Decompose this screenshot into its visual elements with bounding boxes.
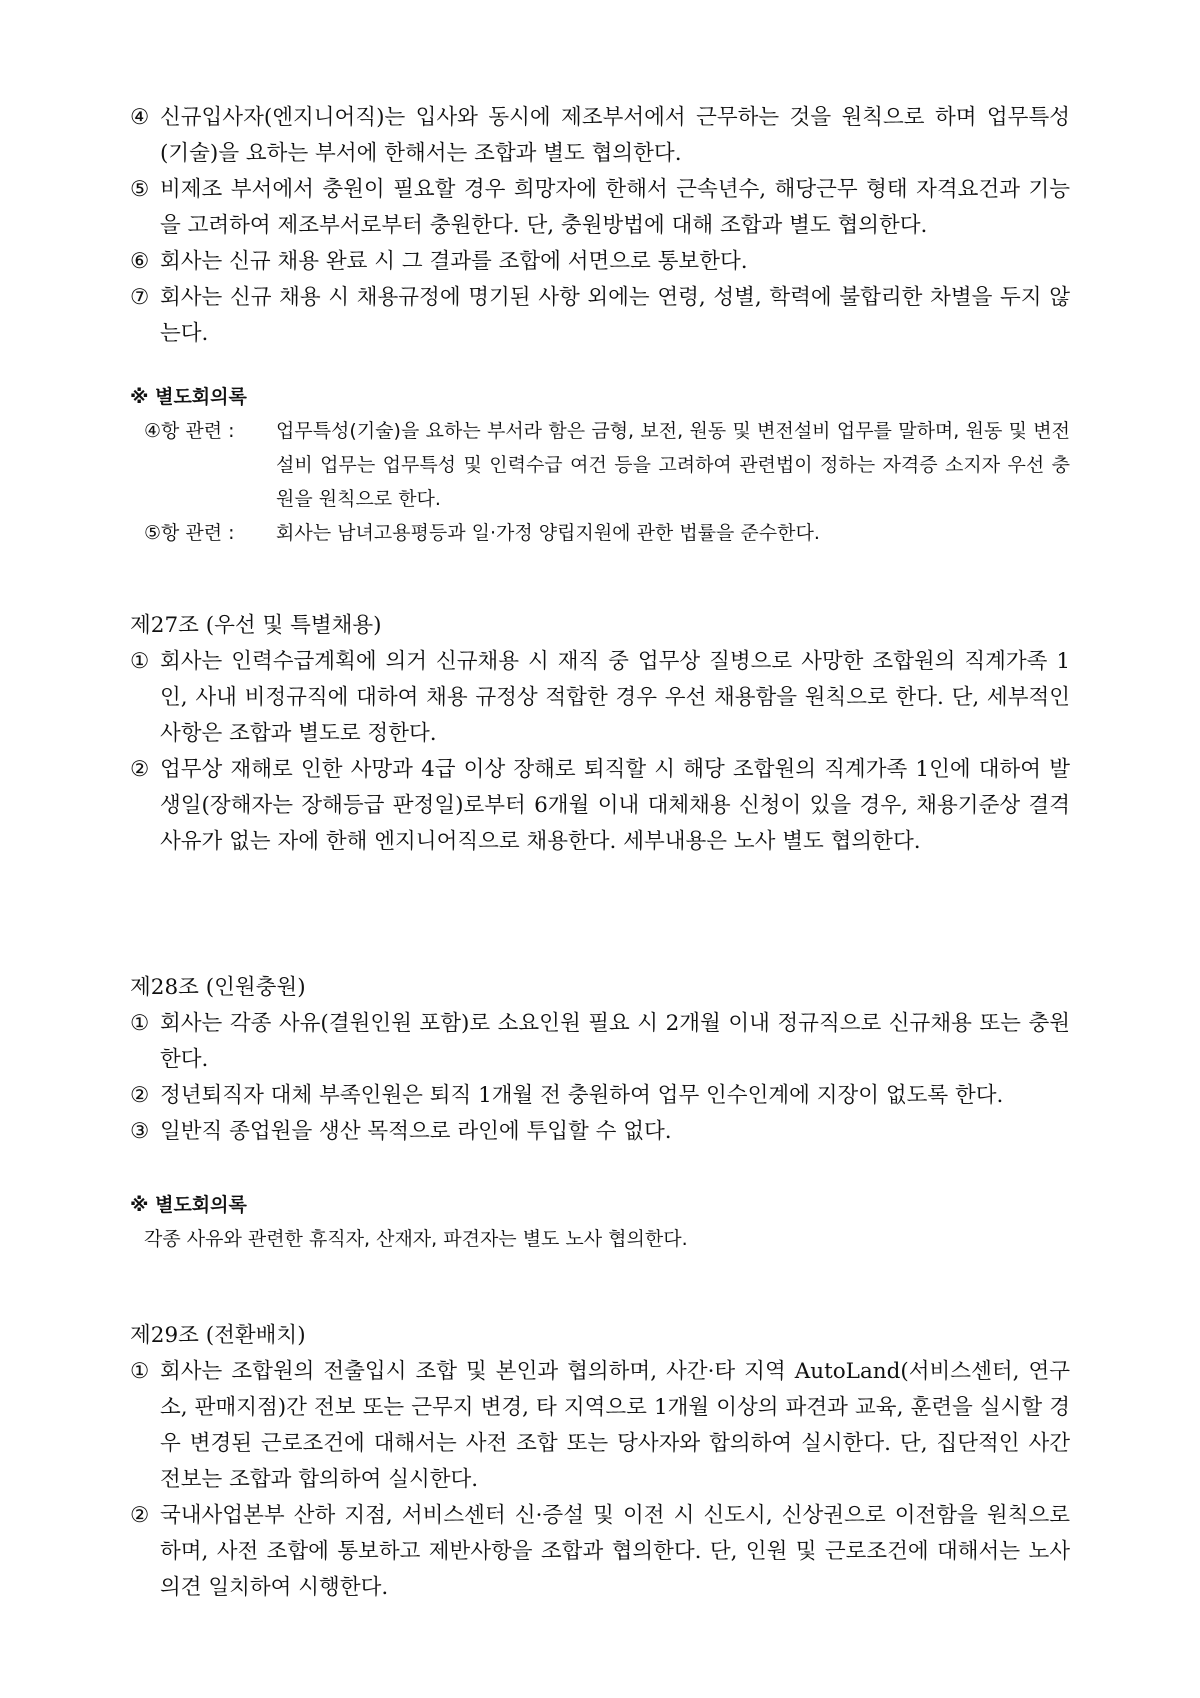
clause-item — [130, 1006, 1070, 1078]
clause-number: ④ — [130, 105, 150, 130]
clause-text: 일반직 종업원을 생산 목적으로 라인에 투입할 수 없다. — [160, 1119, 672, 1144]
clause-number: ② — [130, 757, 150, 782]
clause-text: 정년퇴직자 대체 부족인원은 퇴직 1개월 전 충원하여 업무 인수인계에 지장이 없도록 한다. — [160, 1083, 1004, 1108]
clause-item — [130, 172, 1070, 244]
clause-text: 신규입사자(엔지니어직)는 입사와 동시에 제조부서에서 근무하는 것을 원칙으로 하며 업무특성(기술)을 요하는 부서에 한해서는 조합과 별도 협의한다. — [160, 105, 1070, 166]
minutes-note-text: 각종 사유와 관련한 휴직자, 산재자, 파견자는 별도 노사 협의한다. — [144, 1228, 688, 1250]
clause-item — [130, 1078, 1070, 1114]
clause-item — [130, 752, 1070, 860]
clause-number: ② — [130, 1083, 150, 1108]
article-28 — [130, 970, 1070, 1150]
article-heading: 제28조 (인원충원) — [130, 975, 306, 1000]
clause-item — [130, 1498, 1070, 1606]
clause-text: 회사는 조합원의 전출입시 조합 및 본인과 협의하며, 사간·타 지역 AutoLand(서비스센터, 연구소, 판매지점)간 전보 또는 근무지 변경, 타 지역으로 1개월 이상의 파견과 교육, 훈련을 실시할 경우 변경된 근로조건에 대해서는 사전 조합 또는 당사자와 합의하여 실시한다. 단, 집단적인 사간 전보는 조합과 합의하여 실시한다. — [160, 1359, 1070, 1492]
minutes-note — [130, 516, 1070, 550]
clause-item — [130, 1354, 1070, 1498]
clause-text: 회사는 신규 채용 완료 시 그 결과를 조합에 서면으로 통보한다. — [160, 249, 748, 274]
minutes-note-text: 업무특성(기술)을 요하는 부서라 함은 금형, 보전, 원동 및 변전설비 업무를 말하며, 원동 및 변전설비 업무는 업무특성 및 인력수급 여건 등을 고려하여 관련법이 정하는 자격증 소지자 우선 충원을 원칙으로 한다. — [276, 420, 1070, 510]
separate-minutes-title: ※ 별도회의록 — [130, 386, 247, 408]
minutes-note — [130, 414, 1070, 516]
clause-text: 국내사업본부 산하 지점, 서비스센터 신·증설 및 이전 시 신도시, 신상권으로 이전함을 원칙으로 하며, 사전 조합에 통보하고 제반사항을 조합과 협의한다. 단, 인원 및 근로조건에 대해서는 노사의견 일치하여 시행한다. — [160, 1503, 1070, 1600]
article-29 — [130, 1318, 1070, 1606]
separate-minutes-title: ※ 별도회의록 — [130, 1194, 247, 1216]
clause-item — [130, 280, 1070, 352]
clause-number: ③ — [130, 1119, 150, 1144]
clause-list-top — [130, 100, 1070, 352]
clause-text: 회사는 신규 채용 시 채용규정에 명기된 사항 외에는 연령, 성별, 학력에 불합리한 차별을 두지 않는다. — [160, 285, 1070, 346]
clause-text: 회사는 각종 사유(결원인원 포함)로 소요인원 필요 시 2개월 이내 정규직으로 신규채용 또는 충원한다. — [160, 1011, 1070, 1072]
clause-number: ② — [130, 1503, 150, 1528]
clause-item — [130, 1114, 1070, 1150]
article-27 — [130, 608, 1070, 860]
clause-item — [130, 644, 1070, 752]
clause-number: ① — [130, 1011, 150, 1036]
clause-item — [130, 244, 1070, 280]
separate-minutes-28 — [130, 1188, 1070, 1256]
clause-number: ① — [130, 1359, 150, 1384]
minutes-note-label: ④항 관련 : — [144, 420, 235, 442]
clause-text: 회사는 인력수급계획에 의거 신규채용 시 재직 중 업무상 질병으로 사망한 조합원의 직계가족 1인, 사내 비정규직에 대하여 채용 규정상 적합한 경우 우선 채용함을 원칙으로 한다. 단, 세부적인 사항은 조합과 별도로 정한다. — [160, 649, 1070, 746]
clause-text: 비제조 부서에서 충원이 필요할 경우 희망자에 한해서 근속년수, 해당근무 형태 자격요건과 기능을 고려하여 제조부서로부터 충원한다. 단, 충원방법에 대해 조합과 별도 협의한다. — [160, 177, 1070, 238]
clause-number: ① — [130, 649, 150, 674]
clause-item — [130, 100, 1070, 172]
article-heading: 제27조 (우선 및 특별채용) — [130, 613, 382, 638]
clause-number: ⑦ — [130, 285, 150, 310]
clause-text: 업무상 재해로 인한 사망과 4급 이상 장해로 퇴직할 시 해당 조합원의 직계가족 1인에 대하여 발생일(장해자는 장해등급 판정일)로부터 6개월 이내 대체채용 신청이 있을 경우, 채용기준상 결격사유가 없는 자에 한해 엔지니어직으로 채용한다. 세부내용은 노사 별도 협의한다. — [160, 757, 1070, 854]
clause-number: ⑤ — [130, 177, 150, 202]
clause-number: ⑥ — [130, 249, 150, 274]
minutes-note-label: ⑤항 관련 : — [144, 522, 235, 544]
article-heading: 제29조 (전환배치) — [130, 1323, 306, 1348]
separate-minutes-top — [130, 380, 1070, 550]
minutes-note-text: 회사는 남녀고용평등과 일·가정 양립지원에 관한 법률을 준수한다. — [276, 522, 820, 544]
